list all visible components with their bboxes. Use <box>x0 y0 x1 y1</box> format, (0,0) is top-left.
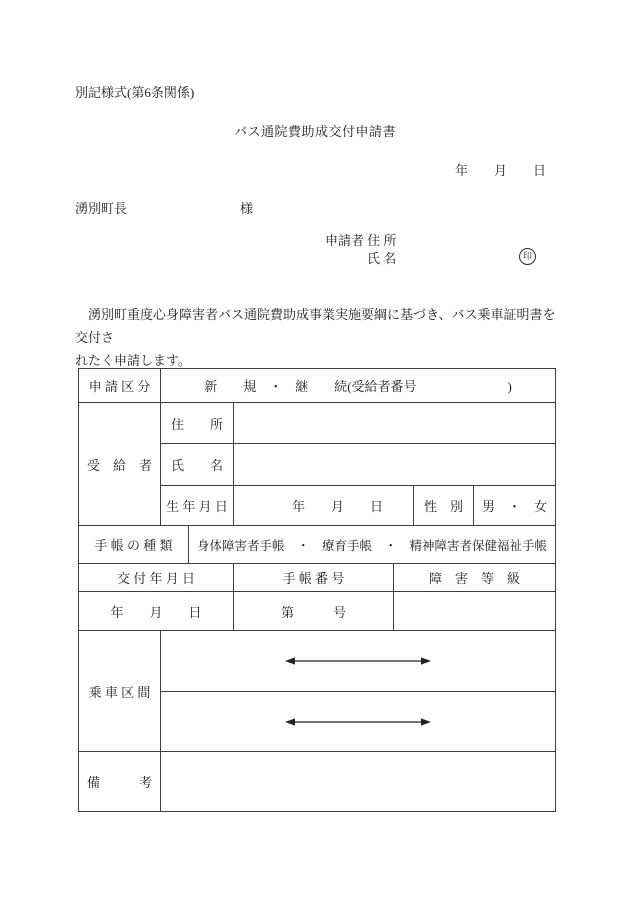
ride-section-label-cell: 乗 車 区 間 <box>79 631 161 752</box>
disability-grade-header-cell: 障 害 等 級 <box>394 564 556 592</box>
issue-date-header-cell: 交 付 年 月 日 <box>79 564 234 592</box>
recipient-label-cell: 受 給 者 <box>79 403 161 526</box>
notebook-number-value-cell: 第 号 <box>234 592 394 631</box>
double-arrow-icon <box>161 656 555 666</box>
disability-grade-value-cell <box>394 592 556 631</box>
ride-section-route2-cell <box>161 692 556 752</box>
application-form-table <box>78 368 556 812</box>
applicant-address-line <box>325 232 397 250</box>
statement-line-2: れたく申請します。 <box>75 353 191 368</box>
addressee: 湧別町長 <box>75 201 128 216</box>
ride-section-route1-cell <box>161 631 556 692</box>
birthdate-label-cell: 生 年 月 日 <box>161 486 234 526</box>
remarks-value-cell <box>161 752 556 812</box>
applicant-name-label: 氏 名 <box>367 250 397 266</box>
seal-icon <box>519 248 536 265</box>
birthdate-value-cell: 年 月 日 <box>234 486 414 526</box>
form-id: 別記様式(第6条関係) <box>75 85 195 100</box>
remarks-label-cell: 備 考 <box>79 752 161 812</box>
applicant-address-label: 住 所 <box>367 233 397 248</box>
seal-character: 印 <box>522 251 532 261</box>
statement-line-1: 湧別町重度心身障害者バス通院費助成事業実施要綱に基づき、バス乗車証明書を交付さ <box>75 307 556 345</box>
address-label-cell: 住 所 <box>161 403 234 444</box>
notebook-number-header-cell: 手 帳 番 号 <box>234 564 394 592</box>
applicant-name-line <box>325 250 397 268</box>
applicant-block <box>325 232 532 267</box>
sex-value-cell: 男 ・ 女 <box>474 486 556 526</box>
name-value-cell <box>234 444 556 486</box>
applicant-label: 申請者 <box>325 233 365 248</box>
addressee-line <box>75 198 253 217</box>
page-title: バス通院費助成交付申請書 <box>233 124 396 139</box>
notebook-type-value-cell: 身体障害者手帳 ・ 療育手帳 ・ 精神障害者保健福祉手帳 <box>189 526 556 564</box>
addressee-honorific: 様 <box>240 201 254 216</box>
issue-date-value-cell: 年 月 日 <box>79 592 234 631</box>
application-statement <box>75 303 561 372</box>
address-value-cell <box>234 403 556 444</box>
notebook-type-label-cell: 手 帳 の 種 類 <box>79 526 189 564</box>
name-label-cell: 氏 名 <box>161 444 234 486</box>
application-type-value-cell: 新 規 ・ 継 続(受給者番号 ) <box>161 369 556 403</box>
application-type-label-cell: 申 請 区 分 <box>79 369 161 403</box>
sex-label-cell: 性 別 <box>414 486 474 526</box>
double-arrow-icon <box>161 717 555 727</box>
date-line: 年 月 日 <box>454 163 546 178</box>
